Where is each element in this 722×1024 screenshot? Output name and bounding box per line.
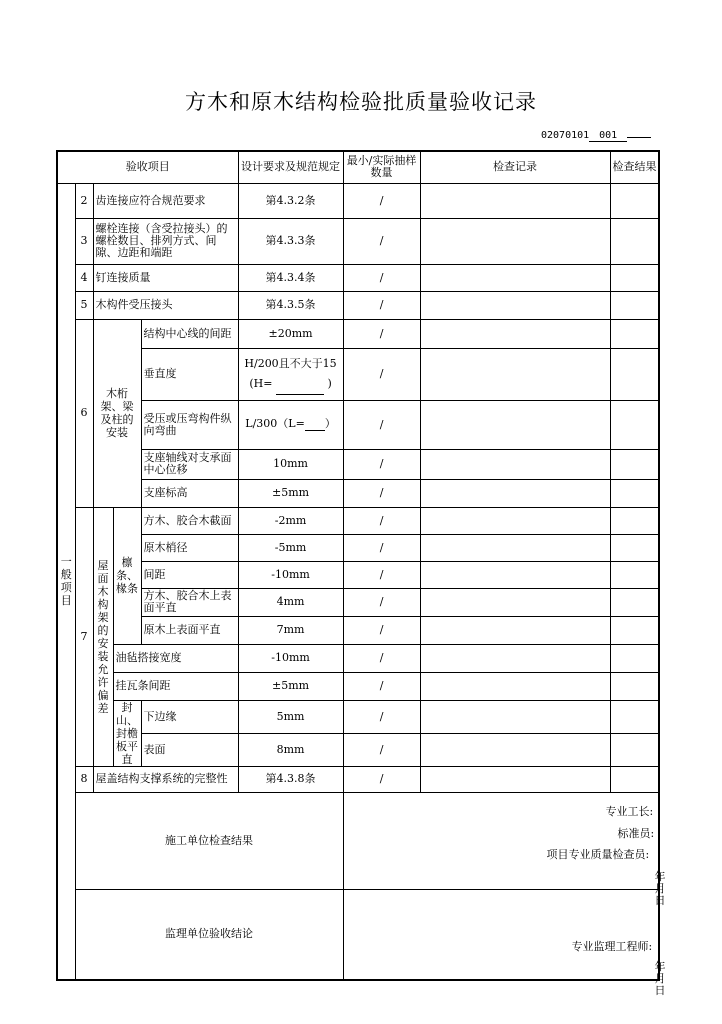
result-cell[interactable] [610, 616, 659, 644]
item-sample: / [343, 561, 420, 588]
item-name: 垂直度 [141, 348, 238, 400]
item-sample: / [343, 507, 420, 534]
group-label: 屋面木构架的安装允许偏差 [93, 507, 113, 766]
item-name: 木构件受压接头 [93, 291, 238, 319]
table-row [57, 479, 659, 507]
construction-signoff[interactable] [343, 792, 677, 907]
result-cell[interactable] [610, 449, 659, 479]
item-name: 受压或压弯构件纵向弯曲 [141, 400, 238, 449]
record-cell[interactable] [420, 672, 610, 700]
result-cell[interactable] [610, 588, 659, 616]
item-spec: -10mm [238, 644, 343, 672]
item-sample: / [343, 291, 420, 319]
record-cell[interactable] [420, 561, 610, 588]
item-sample: / [343, 183, 420, 218]
item-sample: / [343, 616, 420, 644]
row-number: 6 [75, 319, 93, 507]
result-cell[interactable] [610, 507, 659, 534]
item-spec: -2mm [238, 507, 343, 534]
spec-line: (H= [249, 376, 273, 390]
item-sample: / [343, 479, 420, 507]
item-name: 结构中心线的间距 [141, 319, 238, 348]
record-cell[interactable] [420, 264, 610, 291]
header-design: 设计要求及规范规定 [238, 151, 343, 183]
result-cell[interactable] [610, 400, 659, 449]
item-sample: / [343, 264, 420, 291]
item-sample: / [343, 449, 420, 479]
item-name: 油毡搭接宽度 [113, 644, 238, 672]
header-result: 检查结果 [610, 151, 659, 183]
table-row [57, 672, 659, 700]
item-spec: 7mm [238, 616, 343, 644]
engineer-label: 专业监理工程师: [571, 939, 653, 953]
result-cell[interactable] [610, 319, 659, 348]
form-code [541, 130, 651, 142]
item-sample: / [343, 588, 420, 616]
date-label: 年 月 日 [654, 959, 677, 997]
record-cell[interactable] [420, 507, 610, 534]
record-cell[interactable] [420, 291, 610, 319]
header-item: 验收项目 [57, 151, 238, 183]
record-cell[interactable] [420, 479, 610, 507]
result-cell[interactable] [610, 534, 659, 561]
item-sample: / [343, 348, 420, 400]
result-cell[interactable] [610, 479, 659, 507]
record-cell[interactable] [420, 183, 610, 218]
item-name: 钉连接质量 [93, 264, 238, 291]
result-cell[interactable] [610, 291, 659, 319]
inspector-label: 项目专业质量检查员: [546, 847, 650, 861]
result-cell[interactable] [610, 766, 659, 792]
table-row [57, 183, 659, 218]
item-name: 原木梢径 [141, 534, 238, 561]
spec-line: ) [327, 376, 332, 390]
item-sample: / [343, 319, 420, 348]
construction-label: 施工单位检查结果 [75, 792, 343, 889]
table-row [57, 319, 659, 348]
table-row [57, 507, 659, 534]
item-spec: 第4.3.8条 [238, 766, 343, 792]
form-code-prefix: 02070101 [541, 130, 590, 141]
record-cell[interactable] [420, 218, 610, 264]
record-cell[interactable] [420, 449, 610, 479]
header-row [57, 151, 659, 183]
inspection-table [56, 150, 677, 997]
item-spec: 5mm [238, 700, 343, 733]
table-row [57, 616, 659, 644]
item-name: 方木、胶合木截面 [141, 507, 238, 534]
result-cell[interactable] [610, 218, 659, 264]
table-row [57, 264, 659, 291]
row-number: 8 [75, 766, 93, 792]
item-sample: / [343, 218, 420, 264]
table-row [57, 766, 659, 792]
header-sample: 最小/实际抽样数量 [343, 151, 420, 183]
item-name: 齿连接应符合规范要求 [93, 183, 238, 218]
item-spec: ±20mm [238, 319, 343, 348]
spec-line: H/200且不大于15 [244, 356, 337, 370]
result-cell[interactable] [610, 700, 659, 733]
item-spec [238, 348, 343, 400]
page-title: 方木和原木结构检验批质量验收记录 [185, 90, 537, 114]
item-name: 螺栓连接（含受拉接头）的螺栓数目、排列方式、间隙、边距和端距 [93, 218, 238, 264]
row-number: 4 [75, 264, 93, 291]
row-number: 3 [75, 218, 93, 264]
table-row [57, 700, 659, 733]
category-cell: 一般项目 [57, 183, 75, 980]
item-name: 挂瓦条间距 [113, 672, 238, 700]
item-name: 支座标高 [141, 479, 238, 507]
table-row [57, 400, 659, 449]
row-number: 2 [75, 183, 93, 218]
item-sample: / [343, 672, 420, 700]
table-row [57, 644, 659, 672]
table-row [57, 733, 659, 766]
result-cell[interactable] [610, 348, 659, 400]
form-code-suffix: 001 [589, 130, 627, 142]
row-number: 7 [75, 507, 93, 766]
group-label: 木桁架、梁及柱的安装 [93, 319, 141, 507]
item-sample: / [343, 534, 420, 561]
table-row [57, 534, 659, 561]
result-cell[interactable] [610, 644, 659, 672]
item-sample: / [343, 400, 420, 449]
item-sample: / [343, 700, 420, 733]
item-spec: ±5mm [238, 479, 343, 507]
supervision-section [57, 889, 659, 980]
item-name: 间距 [141, 561, 238, 588]
foreman-label: 专业工长: [605, 804, 654, 818]
item-spec: L/300（L= ） [238, 400, 343, 449]
record-cell[interactable] [420, 534, 610, 561]
result-cell[interactable] [610, 733, 659, 766]
header-record: 检查记录 [420, 151, 610, 183]
date-label: 年 月 日 [654, 869, 677, 907]
result-cell[interactable] [610, 672, 659, 700]
item-name: 支座轴线对支承面中心位移 [141, 449, 238, 479]
record-cell[interactable] [420, 733, 610, 766]
subgroup-label: 封山、封檐板平直 [113, 700, 141, 766]
blank-field[interactable] [305, 418, 325, 431]
subgroup-label: 檩条、椽条 [113, 507, 141, 644]
item-spec: 第4.3.5条 [238, 291, 343, 319]
item-spec: 第4.3.4条 [238, 264, 343, 291]
item-sample: / [343, 733, 420, 766]
row-number: 5 [75, 291, 93, 319]
record-cell[interactable] [420, 400, 610, 449]
record-cell[interactable] [420, 319, 610, 348]
record-cell[interactable] [420, 700, 610, 733]
result-cell[interactable] [610, 264, 659, 291]
table-row [57, 588, 659, 616]
item-name: 方木、胶合木上表面平直 [141, 588, 238, 616]
record-cell[interactable] [420, 588, 610, 616]
table-row [57, 449, 659, 479]
item-spec: ±5mm [238, 672, 343, 700]
item-name: 表面 [141, 733, 238, 766]
item-spec: 第4.3.2条 [238, 183, 343, 218]
record-cell[interactable] [420, 348, 610, 400]
item-name: 屋盖结构支撑系统的完整性 [93, 766, 238, 792]
item-spec: 8mm [238, 733, 343, 766]
item-name: 下边缘 [141, 700, 238, 733]
item-sample: / [343, 766, 420, 792]
item-sample: / [343, 644, 420, 672]
item-spec: 第4.3.3条 [238, 218, 343, 264]
table-row [57, 561, 659, 588]
supervision-label: 监理单位验收结论 [75, 889, 343, 980]
item-spec: -5mm [238, 534, 343, 561]
record-cell[interactable] [420, 644, 610, 672]
reviewer-label: 标准员: [617, 826, 655, 840]
record-cell[interactable] [420, 766, 610, 792]
table-row [57, 291, 659, 319]
item-spec: 4mm [238, 588, 343, 616]
item-spec: -10mm [238, 561, 343, 588]
supervision-signoff[interactable] [343, 889, 677, 997]
table-row [57, 218, 659, 264]
blank-field[interactable] [276, 374, 324, 395]
record-cell[interactable] [420, 616, 610, 644]
result-cell[interactable] [610, 183, 659, 218]
item-name: 原木上表面平直 [141, 616, 238, 644]
item-spec: 10mm [238, 449, 343, 479]
construction-section [57, 792, 659, 889]
table-row [57, 348, 659, 400]
result-cell[interactable] [610, 561, 659, 588]
